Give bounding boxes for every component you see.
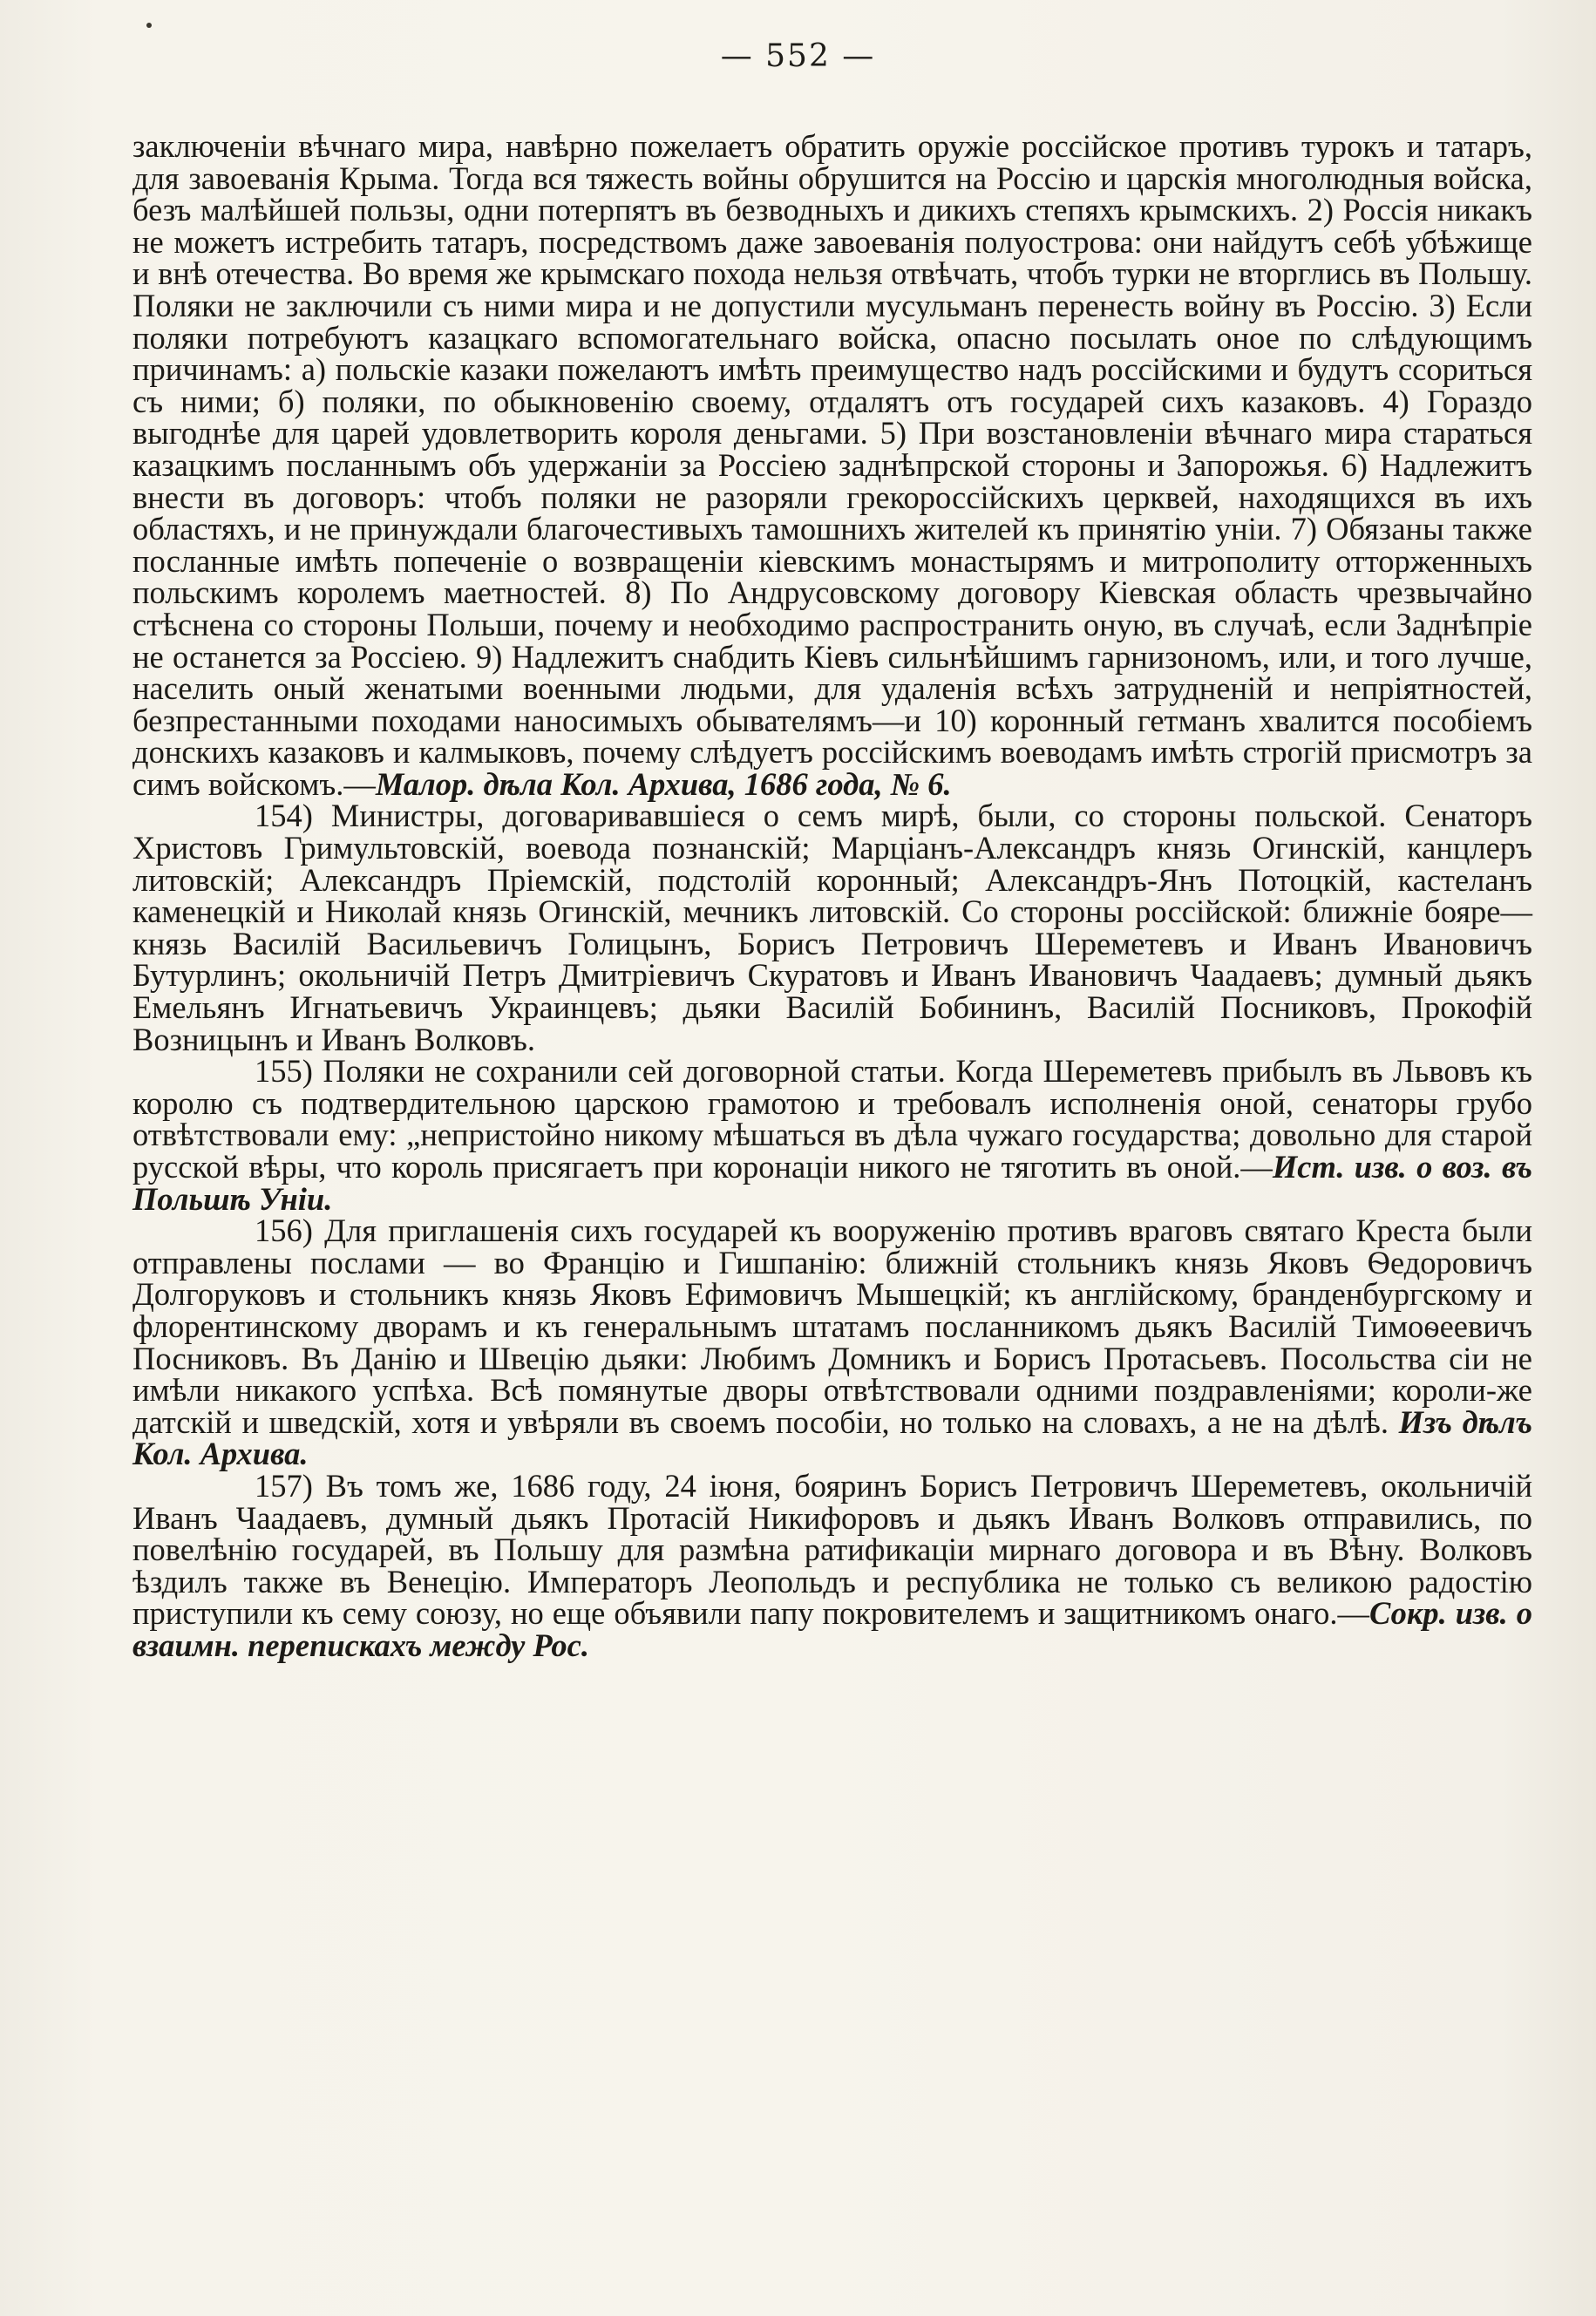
ink-speck (146, 23, 152, 28)
paragraph-155 (132, 1053, 1533, 1217)
page-number: — 552 — (720, 38, 876, 74)
paragraph-text: 157) Въ томъ же, 1686 году, 24 іюня, бояринъ Борисъ Петровичъ Шереметевъ, окольничій Иванъ Чаадаевъ, думный дьякъ Протасій Никифоровъ и дьякъ Иванъ Волковъ отправились, по повелѣнію государей, въ Польшу для размѣна ратификаціи мирнаго договора и въ Вѣну. Волковъ ѣздилъ также въ Венецію. Императоръ Леопольдъ и республика не только съ великою радостію приступили къ сему союзу, но еще объявили папу покровителемъ и защитникомъ онаго.— (132, 1467, 1532, 1632)
source-citation: Малор. дѣла Кол. Архива, 1686 года, № 6. (375, 765, 952, 802)
paragraph-153 (132, 128, 1532, 802)
paragraph-154 (132, 800, 1532, 1056)
paragraph-156 (132, 1212, 1532, 1472)
paragraph-text: 156) Для приглашенія сихъ государей къ вооруженію противъ враговъ святаго Креста были отправлены послами — во Францію и Гишпанію: ближній стольникъ князь Яковъ Ѳедоровичъ Долгоруковъ и стольникъ князь Яковъ Ефимовичъ Мышецкій; къ англійскому, бранденбургскому и флорентинскому дворамъ и къ генеральнымъ штатамъ посланникомъ дьякъ Василій Тимоѳеевичъ Посниковъ. Въ Данію и Швецію дьяки: Любимъ Домникъ и Борисъ Протасьевъ. Посольства сіи не имѣли никакого успѣха. Всѣ помянутые дворы отвѣтствовали одними поздравленіями; короли-же датскій и шведскій, хотя и увѣряли въ своемъ пособіи, но только на словахъ, а не на дѣлѣ. (132, 1212, 1532, 1440)
paragraph-text: 155) Поляки не сохранили сей договорной статьи. Когда Шереметевъ прибылъ въ Львовъ къ королю съ подтвердительною царскою грамотою и требовалъ исполненія оной, сенаторы грубо отвѣтствовали ему: „непристойно никому мѣшаться въ дѣла чужаго государства; довольно для старой русской вѣры, что король присягаетъ при коронаціи никого не тяготить въ оной.— (132, 1053, 1532, 1185)
paragraph-text: 154) Министры, договаривавшіеся о семъ мирѣ, были, со стороны польской. Сенаторъ Христовъ Гримультовскій, воевода познанскій; Марціанъ-Александръ князь Огинскій, канцлеръ литовскій; Александръ Пріемскій, подстолій коронный; Александръ-Янъ Потоцкій, кастеланъ каменецкій и Николай князь Огинскій, мечникъ литовскій. Со стороны россійской: ближніе бояре—князь Василій Васильевичъ Голицынъ, Борисъ Петровичъ Шереметевъ и Иванъ Ивановичъ Бутурлинъ; окольничій Петръ Дмитріевичъ Скуратовъ и Иванъ Ивановичъ Чаадаевъ; думный дьякъ Емельянъ Игнатьевичъ Украинцевъ; дьяки Василій Бобининъ, Василій Посниковъ, Прокофій Возницынъ и Иванъ Волковъ. (132, 798, 1532, 1057)
body-text (132, 128, 1533, 1663)
source-citation: Ист. изв. о воз. въ Польшѣ Уніи. (132, 1149, 1533, 1217)
paragraph-157 (132, 1467, 1532, 1663)
source-citation: Сокр. изв. о взаимн. перепискахъ между Рос. (132, 1595, 1532, 1663)
paragraph-text: заключеніи вѣчнаго мира, навѣрно пожелаетъ обратить оружіе россійское противъ турокъ и татаръ, для завоеванія Крыма. Тогда вся тяжесть войны обрушится на Россію и царскія многолюдныя войска, безъ малѣйшей пользы, одни потерпятъ въ безводныхъ и дикихъ степяхъ крымскихъ. 2) Россія никакъ не можетъ истребить татаръ, посредствомъ даже завоеванія полуострова: они найдутъ себѣ убѣжище и внѣ отечества. Во время же крымскаго похода нельзя отвѣчать, чтобъ турки не вторглись въ Польшу. Поляки не заключили съ ними мира и не допустили мусульманъ перенесть войну въ Россію. 3) Если поляки потребуютъ казацкаго вспомогательнаго войска, опасно посылать оное по слѣдующимъ причинамъ: а) польскіе казаки пожелаютъ имѣть преимущество надъ россійскими и будутъ ссориться съ ними; б) поляки, по обыкновенію своему, отдалятъ отъ государей сихъ казаковъ. 4) Гораздо выгоднѣе для царей удовлетворить короля деньгами. 5) При возстановленіи вѣчнаго мира стараться казацкимъ посланнымъ объ удержаніи за Россіею заднѣпрской стороны и Запорожья. 6) Надлежитъ внести въ договоръ: чтобъ поляки не разоряли грекороссійскихъ церквей, находящихся въ ихъ областяхъ, и не принуждали благочестивыхъ тамошнихъ жителей къ принятію уніи. 7) Обязаны также посланные имѣть попеченіе о возвращеніи кіевскимъ монастырямъ и митрополиту отторженныхъ польскимъ королемъ маетностей. 8) По Андрусовскому договору Кіевская область чрезвычайно стѣснена со стороны Польши, почему и необходимо распространить оную, въ случаѣ, если Заднѣпріе не останется за Россіею. 9) Надлежитъ снабдить Кіевъ сильнѣйшимъ гарнизономъ, или, и того лучше, населить оный женатыми военными людьми, для удаленія всѣхъ затрудненій и непріятностей, безпрестанными походами наносимыхъ обывателямъ—и 10) коронный гетманъ хвалится пособіемъ донскихъ казаковъ и калмыковъ, почему слѣдуетъ россійскимъ воеводамъ имѣть строгій присмотръ за симъ войскомъ.— (132, 128, 1532, 802)
source-citation: Изъ дѣлъ Кол. Архива. (132, 1403, 1532, 1472)
